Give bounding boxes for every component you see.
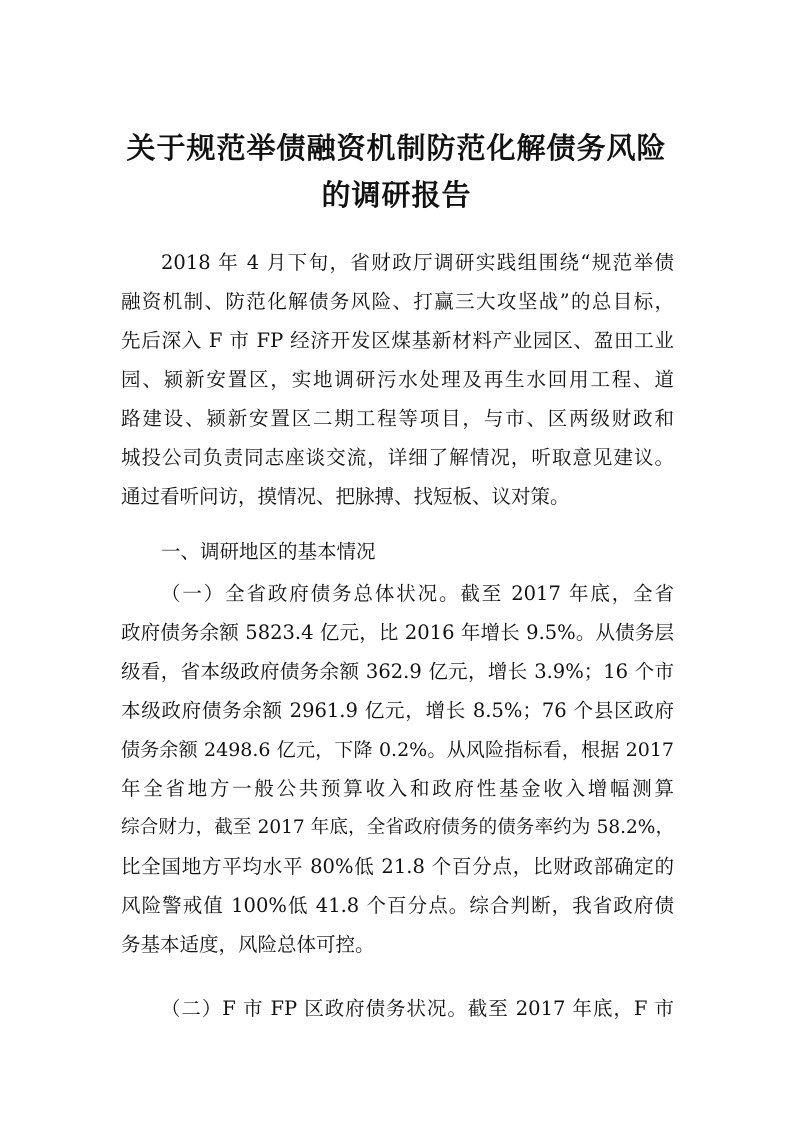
body-text-line: 路建设、颍新安置区二期工程等项目，与市、区两级财政和 — [121, 407, 674, 430]
body-text-line: 债务余额 2498.6 亿元，下降 0.2%。从风险指标看，根据 2017 — [121, 739, 674, 761]
body-text-line: 先后深入 F 市 FP 经济开发区煤基新材料产业园区、盈田工业 — [121, 329, 674, 352]
body-text-line: （一）全省政府债务总体状况。截至 2017 年底，全省 — [161, 582, 674, 605]
body-text-line: 政府债务余额 5823.4 亿元，比 2016 年增长 9.5%。从债务层 — [121, 621, 674, 644]
document-title-line-2: 的调研报告 — [321, 178, 472, 212]
body-text-line: 融资机制、防范化解债务风险、打赢三大攻坚战”的总目标， — [121, 290, 674, 313]
body-text-line: 通过看听问访，摸情况、把脉搏、找短板、议对策。 — [121, 485, 570, 508]
body-text-line: 本级政府债务余额 2961.9 亿元，增长 8.5%；76 个县区政府 — [121, 699, 674, 722]
document-title-line-1: 关于规范举债融资机制防范化解债务风险 — [126, 131, 667, 165]
body-text-line: 风险警戒值 100%低 41.8 个百分点。综合判断，我省政府债 — [121, 894, 674, 917]
body-text-line: 级看，省本级政府债务余额 362.9 亿元，增长 3.9%；16 个市 — [121, 660, 674, 683]
body-text-line: 2018 年 4 月下旬，省财政厅调研实践组围绕“规范举债 — [161, 251, 674, 274]
section-heading: 一、调研地区的基本情况 — [161, 540, 376, 563]
body-text-line: 城投公司负责同志座谈交流，详细了解情况，听取意见建议。 — [121, 446, 674, 469]
body-text-line: 务基本适度，风险总体可控。 — [121, 933, 375, 956]
body-text-line: 园、颍新安置区，实地调研污水处理及再生水回用工程、道 — [121, 368, 674, 391]
body-text-line: （二）F 市 FP 区政府债务状况。截至 2017 年底，F 市 — [161, 997, 674, 1020]
body-text-line: 年全省地方一般公共预算收入和政府性基金收入增幅测算 — [121, 777, 674, 800]
body-text-line: 综合财力，截至 2017 年底，全省政府债务的债务率约为 58.2%， — [121, 817, 674, 838]
body-text-line: 比全国地方平均水平 80%低 21.8 个百分点，比财政部确定的 — [121, 855, 674, 878]
